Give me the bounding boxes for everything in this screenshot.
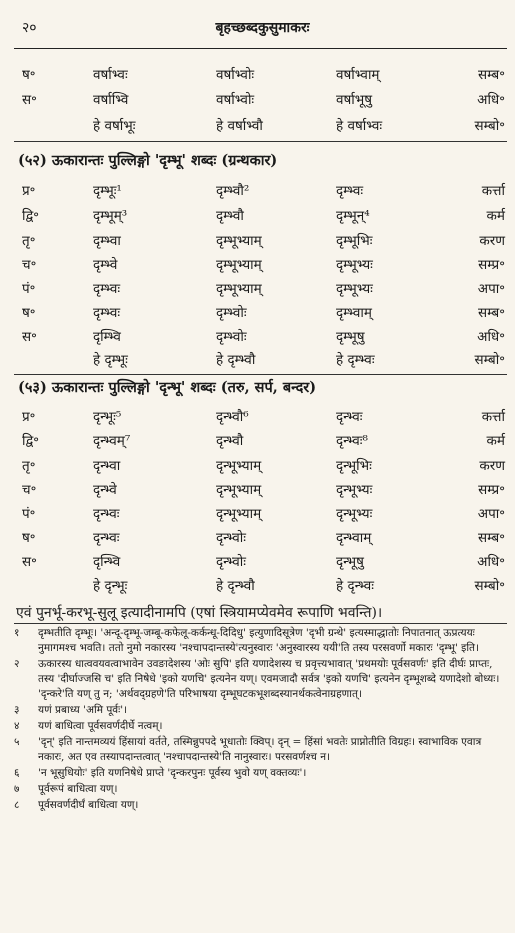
form-dual: दृम्भूभ्याम्: [216, 257, 262, 273]
header-rule: [14, 48, 507, 49]
form-dual: दृम्भ्वौ²: [216, 183, 250, 199]
form-plural: दृम्भून्⁴: [336, 208, 370, 224]
case-abbrev: ष॰: [22, 305, 36, 321]
footnote: [14, 703, 507, 718]
case-name: सम्प्र॰: [478, 482, 505, 498]
form-dual: दृन्भ्वौ⁶: [216, 409, 249, 425]
case-name: सम्प्र॰: [478, 257, 505, 273]
table-row: [0, 179, 515, 203]
form-plural: दृन्भूभिः: [336, 458, 372, 474]
footnote-rule: [14, 623, 507, 624]
case-name: अधि॰: [477, 554, 505, 570]
form-plural: दृम्भ्वः: [336, 183, 364, 199]
form-plural: दृन्भ्वः⁸: [336, 433, 368, 449]
form-singular: दृम्भ्वा: [93, 233, 121, 249]
case-name: कर्म: [486, 208, 505, 224]
form-singular: दृन्भ्वम्⁷: [93, 433, 131, 449]
form-singular: हे दृन्भूः: [93, 578, 128, 594]
table-row: [0, 229, 515, 253]
footnote-text: दृम्भतीति दृम्भूः। 'अन्दू-दृम्भू-जम्बू-कफेलू-कर्कन्धू-दिदिधु' इत्युणादिसूत्रेण 'दृभी ग्रन्थे' इत्यस्माद्धातोः निपातनात् ऊप्रत्ययः नुमागमश्च भवति। ततो नुमो नकारस्य 'नश्चापदान्तस्ये'त्यनुस्वारः 'अनुस्वारस्य ययी'ति तस्य परसवर्णो मकारः 'दृम्भू' इति।: [38, 627, 480, 654]
case-name: करण: [479, 233, 505, 249]
section-title: (५२) ऊकारान्तः पुल्लिङ्गो 'दृम्भू' शब्दः (ग्रन्थकार): [18, 152, 278, 169]
form-plural: वर्षाभ्वाम्: [336, 67, 380, 83]
form-singular: हे वर्षाभूः: [93, 118, 136, 134]
table-row: [0, 301, 515, 325]
form-singular: दृन्भ्वः: [93, 506, 120, 522]
footnote: [14, 735, 507, 765]
section-rule: [14, 141, 507, 142]
table-row: [0, 454, 515, 478]
footnote: [14, 782, 507, 797]
table-row: [0, 478, 515, 502]
form-singular: दृन्भ्वः: [93, 530, 120, 546]
table-row: [0, 574, 515, 598]
form-dual: दृन्भ्वौ: [216, 433, 244, 449]
footnote-text: 'दृन्' इति नान्तमव्ययं हिंसायां वर्तते, तस्मिन्नुपपदे भूधातोः क्विप्। दृन् = हिंसां भवतेः प्राप्नोतीति विग्रहः। स्वाभाविक एवात्र नकारः, अत एव तस्यापदान्तत्वात् 'नश्चापदान्तस्ये'ति नानुस्वारः। परसवर्णश्च न।: [38, 736, 482, 763]
case-abbrev: तृ॰: [22, 233, 36, 249]
footnote: [14, 657, 507, 702]
summary-note: एवं पुनर्भू-करभू-सुलू इत्यादीनामपि (एषां स्त्रियामप्येवमेव रूपाणि भवन्ति)।: [16, 605, 383, 621]
form-plural: हे दृम्भ्वः: [336, 352, 375, 368]
case-abbrev: प्र॰: [22, 409, 36, 425]
table-row: [0, 277, 515, 301]
case-abbrev: पं॰: [22, 506, 36, 522]
form-plural: हे दृन्भ्वः: [336, 578, 374, 594]
table-row: [0, 502, 515, 526]
form-plural: दृम्भूभ्यः: [336, 257, 373, 273]
footnote: [14, 798, 507, 813]
table-row: [0, 88, 515, 112]
form-plural: दृन्भूभ्यः: [336, 482, 373, 498]
footnote-number: ४: [14, 720, 20, 732]
page-title: बृहच्छब्दकुसुमाकरः: [215, 20, 310, 36]
form-plural: हे वर्षाभ्वः: [336, 118, 383, 134]
form-dual: दृन्भूभ्याम्: [216, 506, 262, 522]
page-header: [22, 18, 503, 42]
form-singular: दृम्भ्वः: [93, 281, 121, 297]
table-row: [0, 405, 515, 429]
case-abbrev: तृ॰: [22, 458, 36, 474]
table-row: [0, 325, 515, 349]
footnote-text: यणं बाधित्वा पूर्वसवर्णदीर्घे नत्वम्।: [38, 720, 163, 732]
case-abbrev: स॰: [22, 554, 37, 570]
case-name: करण: [479, 458, 505, 474]
form-dual: दृम्भ्वौ: [216, 208, 244, 224]
form-plural: दृम्भूभ्यः: [336, 281, 373, 297]
footnote-number: ८: [14, 799, 20, 811]
footnote-text: ऊकारस्य धात्ववयवत्वाभावेन उवङादेशस्य 'ओः सुपि' इति यणादेशस्य च प्रवृत्त्यभावात् 'प्रथमयोः पूर्वसवर्णः' इति दीर्घः प्राप्तः, तस्य 'दीर्घाज्जसि च' इति निषेधे 'इको यणचि' इत्यनेन यण्। एवमजादौ सर्वत्र 'इको यणचि' इत्यनेन दृम्भूशब्दे यणादेशो बोध्यः। 'दृन्करे'ति यण् तु न; 'अर्थवद्ग्रहणे'ति परिभाषया दृम्भूघटकभूशब्दस्यानर्थकत्वेनाग्रहणात्।: [38, 658, 500, 700]
case-name: अपा॰: [477, 281, 505, 297]
footnote-number: ७: [14, 783, 20, 795]
case-name: सम्बो॰: [474, 352, 505, 368]
case-name: कर्त्ता: [481, 183, 505, 199]
form-singular: दृन्भ्वा: [93, 458, 121, 474]
case-abbrev: ष॰: [22, 67, 36, 83]
form-singular: दृम्भ्वे: [93, 257, 118, 273]
form-plural: दृन्भूभ्यः: [336, 506, 373, 522]
footnote-number: ५: [14, 736, 20, 748]
section-title: (५३) ऊकारान्तः पुल्लिङ्गो 'दृन्भू' शब्दः (तरु, सर्प, बन्दर): [18, 379, 317, 396]
footnotes: [14, 626, 507, 814]
case-name: सम्ब॰: [478, 530, 505, 546]
case-abbrev: द्वि॰: [22, 208, 40, 224]
form-dual: हे दृम्भ्वौ: [216, 352, 256, 368]
form-dual: वर्षाभ्वोः: [216, 67, 255, 83]
form-singular: हे दृम्भूः: [93, 352, 128, 368]
footnote-text: 'न भूसुधियोः' इति यणनिषेधे प्राप्ते 'दृन्करपुनः पूर्वस्य भुवो यण् वक्तव्यः'।: [38, 767, 307, 779]
footnote-number: ६: [14, 767, 20, 779]
case-abbrev: प्र॰: [22, 183, 36, 199]
table-row: [0, 63, 515, 87]
footnote: [14, 766, 507, 781]
form-plural: दृम्भ्वाम्: [336, 305, 372, 321]
footnote: [14, 626, 507, 656]
case-name: अधि॰: [477, 329, 505, 345]
footnote-number: २: [14, 658, 20, 670]
form-plural: दृन्भ्वः: [336, 409, 363, 425]
form-dual: दृम्भ्वोः: [216, 329, 247, 345]
form-dual: दृम्भूभ्याम्: [216, 281, 262, 297]
form-singular: दृन्भ्वि: [93, 554, 121, 570]
form-dual: दृम्भूभ्याम्: [216, 233, 262, 249]
case-name: अपा॰: [477, 506, 505, 522]
case-abbrev: द्वि॰: [22, 433, 40, 449]
form-dual: दृन्भूभ्याम्: [216, 482, 262, 498]
form-dual: दृन्भ्वोः: [216, 530, 247, 546]
case-abbrev: च॰: [22, 257, 37, 273]
footnote: [14, 719, 507, 734]
form-plural: दृम्भूभिः: [336, 233, 373, 249]
footnote-text: पूर्वसवर्णदीर्घं बाधित्वा यण्।: [38, 799, 139, 811]
form-dual: दृन्भूभ्याम्: [216, 458, 262, 474]
table-row: [0, 526, 515, 550]
form-singular: दृम्भूम्³: [93, 208, 128, 224]
form-singular: वर्षाभ्वः: [93, 67, 128, 83]
form-singular: वर्षाभ्वि: [93, 92, 129, 108]
case-abbrev: पं॰: [22, 281, 36, 297]
form-plural: दृन्भूषु: [336, 554, 364, 570]
form-dual: दृन्भ्वोः: [216, 554, 247, 570]
case-name: अधि॰: [477, 92, 505, 108]
form-plural: वर्षाभूषु: [336, 92, 373, 108]
section-rule: [14, 374, 507, 375]
form-singular: दृम्भूः¹: [93, 183, 122, 199]
form-singular: दृन्भूः⁵: [93, 409, 122, 425]
table-row: [0, 204, 515, 228]
table-row: [0, 429, 515, 453]
form-plural: दृम्भूषु: [336, 329, 365, 345]
case-name: सम्ब॰: [478, 67, 505, 83]
form-dual: हे वर्षाभ्वौ: [216, 118, 263, 134]
form-singular: दृम्भ्वः: [93, 305, 121, 321]
form-singular: दृम्भ्वि: [93, 329, 121, 345]
table-row: [0, 348, 515, 372]
case-abbrev: स॰: [22, 92, 37, 108]
case-name: सम्बो॰: [474, 118, 505, 134]
case-name: कर्म: [486, 433, 505, 449]
footnote-text: पूर्वरूपं बाधित्वा यण्।: [38, 783, 118, 795]
case-abbrev: स॰: [22, 329, 37, 345]
case-name: सम्बो॰: [474, 578, 505, 594]
page-number: २०: [22, 20, 37, 36]
form-plural: दृन्भ्वाम्: [336, 530, 372, 546]
form-dual: दृम्भ्वोः: [216, 305, 247, 321]
form-dual: वर्षाभ्वोः: [216, 92, 255, 108]
case-abbrev: ष॰: [22, 530, 36, 546]
case-name: सम्ब॰: [478, 305, 505, 321]
table-row: [0, 253, 515, 277]
form-singular: दृन्भ्वे: [93, 482, 117, 498]
table-row: [0, 114, 515, 138]
case-abbrev: च॰: [22, 482, 37, 498]
table-row: [0, 550, 515, 574]
footnote-number: ३: [14, 704, 20, 716]
form-dual: हे दृन्भ्वौ: [216, 578, 255, 594]
footnote-text: यणं प्रबाध्य 'अमि पूर्वः'।: [38, 704, 128, 716]
case-name: कर्त्ता: [481, 409, 505, 425]
footnote-number: १: [14, 627, 20, 639]
